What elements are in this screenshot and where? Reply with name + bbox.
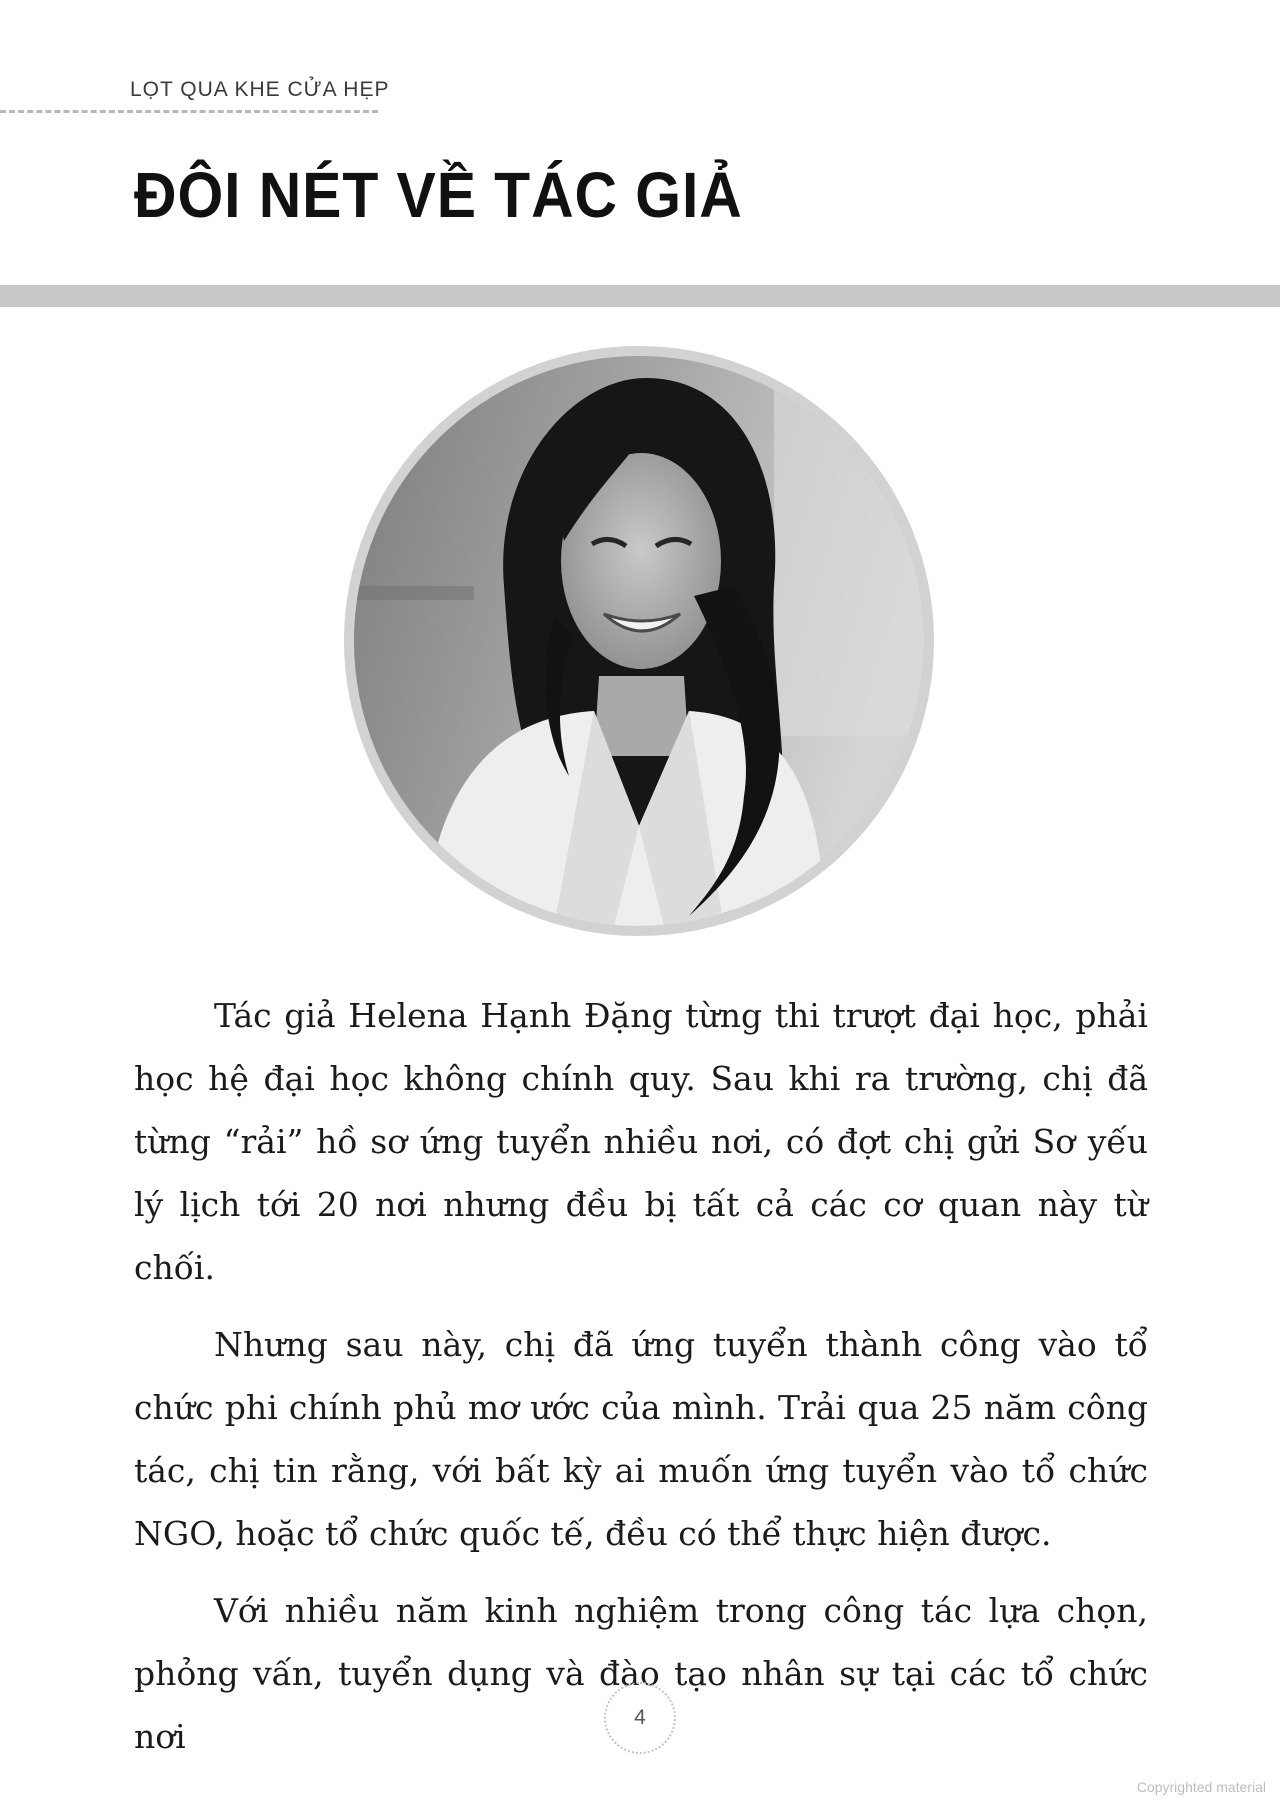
paragraph: Với nhiều năm kinh nghiệm trong công tác lựa chọn, phỏng vấn, tuyển dụng và đào tạo nhân sự tại các tổ chức nơi	[134, 1591, 1148, 1756]
running-head: LỌT QUA KHE CỬA HẸP	[130, 78, 390, 101]
paragraph: Nhưng sau này, chị đã ứng tuyển thành công vào tổ chức phi chính phủ mơ ước của mình. Trải qua 25 năm công tác, chị tin rằng, với bất kỳ ai muốn ứng tuyển vào tổ chức NGO, hoặc tổ chức quốc tế, đều có thể thực hiện được.	[134, 1325, 1148, 1553]
body-text	[134, 984, 1148, 1782]
copyright-watermark: Copyrighted material	[1136, 1779, 1266, 1795]
page-number: 4	[634, 1706, 646, 1729]
paragraph: Tác giả Helena Hạnh Đặng từng thi trượt đại học, phải học hệ đại học không chính quy. Sau khi ra trường, chị đã từng “rải” hồ sơ ứng tuyển nhiều nơi, có đợt chị gửi Sơ yếu lý lịch tới 20 nơi nhưng đều bị tất cả các cơ quan này từ chối.	[134, 996, 1148, 1287]
page-number-badge	[604, 1682, 676, 1754]
author-portrait	[354, 356, 924, 926]
page-title: ĐÔI NÉT VỀ TÁC GIẢ	[134, 159, 743, 231]
author-portrait-photo	[354, 356, 924, 926]
title-underline-bar	[0, 285, 1280, 307]
dashed-divider	[0, 110, 378, 113]
